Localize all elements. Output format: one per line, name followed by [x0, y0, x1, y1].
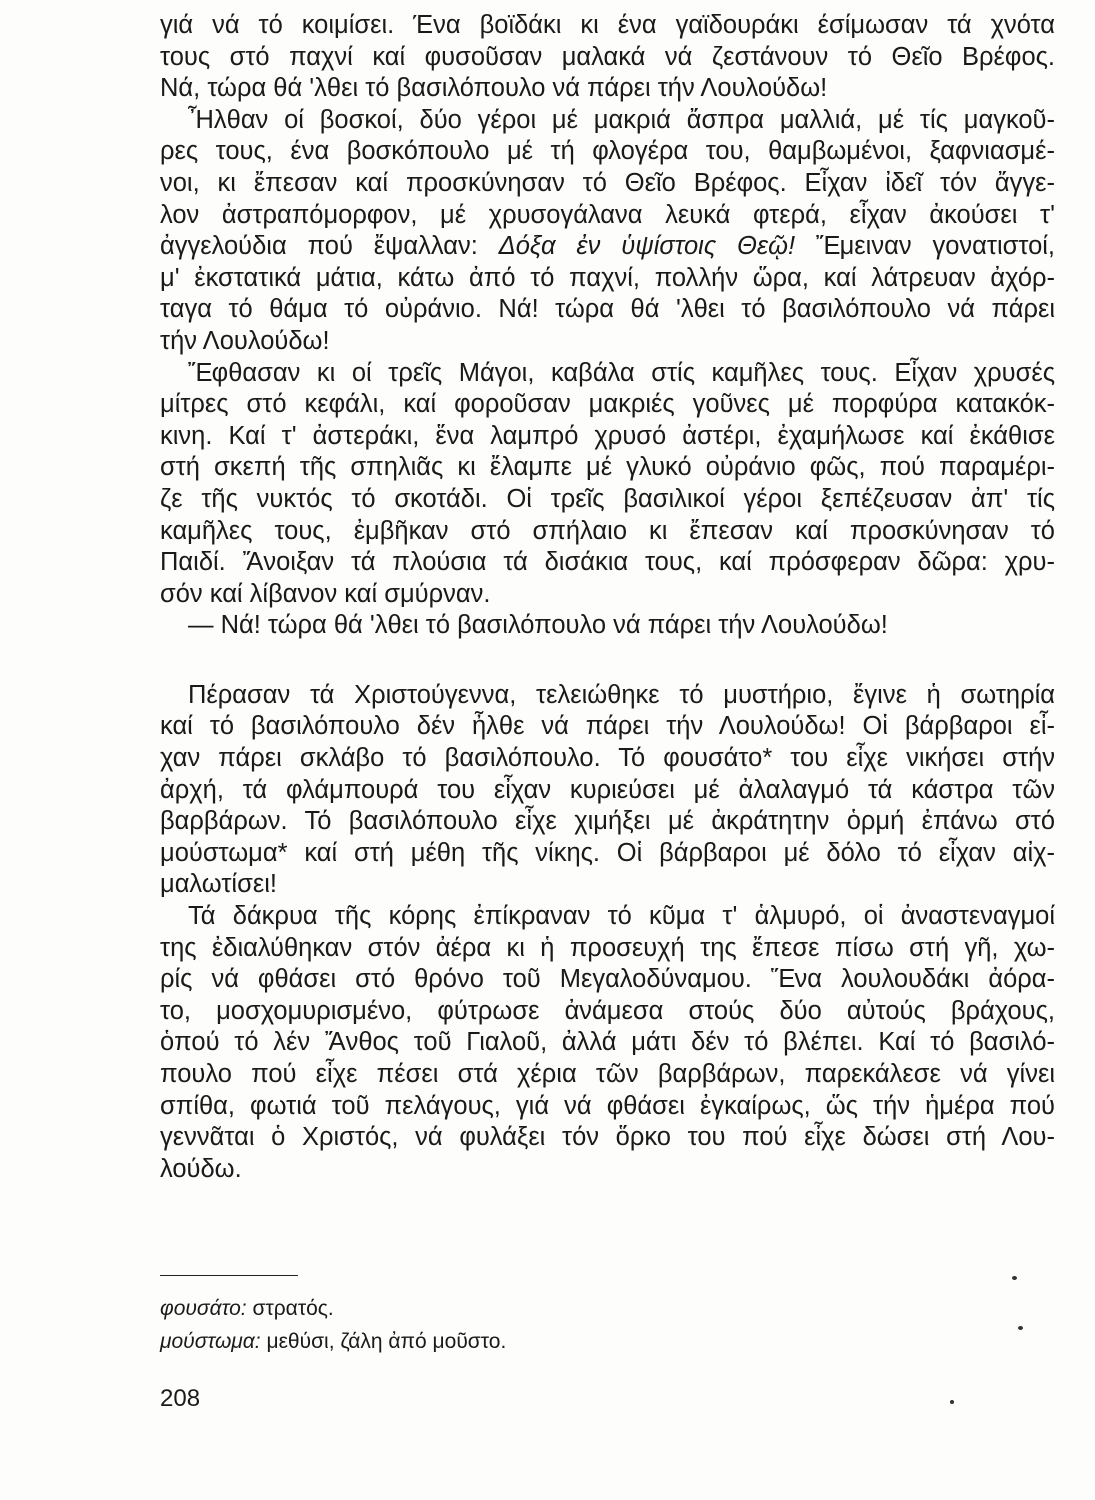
text-line: ὁπού τό λέν Ἄνθος τοῦ Γιαλοῦ, ἀλλά μάτι δέν τό βλέπει. Καί τό βασιλό-: [160, 1028, 1055, 1057]
footnote: [160, 1292, 506, 1325]
paragraph: [160, 358, 1055, 611]
text-line: στή σκεπή τῆς σπηλιᾶς κι ἔλαμπε μέ γλυκό οὐράνιο φῶς, πού παραμέρι-: [160, 453, 1055, 482]
text-line: ρίς νά φθάσει στό θρόνο τοῦ Μεγαλοδύναμου. Ἕνα λουλουδάκι ἀόρα-: [160, 965, 1055, 994]
text-line: κινη. Καί τ' ἀστεράκι, ἕνα λαμπρό χρυσό ἀστέρι, ἐχαμήλωσε καί ἐκάθισε: [160, 421, 1055, 450]
text-line: τους στό παχνί καί φυσοῦσαν μαλακά νά ζεστάνουν τό Θεῖο Βρέφος.: [160, 42, 1055, 71]
text-line: Παιδί. Ἄνοιξαν τά πλούσια τά δισάκια τους, καί πρόσφεραν δῶρα: χρυ-: [160, 548, 1055, 577]
text-line: καί τό βασιλόπουλο δέν ἦλθε νά πάρει τήν Λουλούδω! Οἱ βάρβαροι εἶ-: [160, 712, 1055, 741]
text-line: ζε τῆς νυκτός τό σκοτάδι. Οἱ τρεῖς βασιλικοί γέροι ξεπέζευσαν ἀπ' τίς: [160, 484, 1055, 513]
footnote-definition: στρατός.: [252, 1297, 334, 1320]
text-line: ρες τους, ένα βοσκόπουλο μέ τή φλογέρα του, θαμβωμένοι, ξαφνιασμέ-: [160, 137, 1055, 166]
paragraph: [160, 10, 1055, 105]
text-line: καμῆλες τους, ἐμβῆκαν στό σπήλαιο κι ἔπεσαν καί προσκύνησαν τό: [160, 516, 1055, 545]
page-body: [160, 10, 1055, 1185]
text-line: Ἦλθαν οί βοσκοί, δύο γέροι μέ μακριά ἄσπρα μαλλιά, μέ τίς μαγκοῦ-: [188, 105, 1055, 134]
text-line: — Νά! τώρα θά 'λθει τό βασιλόπουλο νά πάρει τήν Λουλούδω!: [188, 611, 888, 640]
text-line: βαρβάρων. Τό βασιλόπουλο εἶχε χιμήξει μέ ἀκράτητην ὁρμή ἐπάνω στό: [160, 807, 1055, 836]
text-line: Ἔφθασαν κι οί τρεῖς Μάγοι, καβάλα στίς καμῆλες τους. Εἶχαν χρυσές: [188, 358, 1055, 387]
text-line: πουλο πού εἶχε πέσει στά χέρια τῶν βαρβάρων, παρεκάλεσε νά γίνει: [160, 1060, 1055, 1088]
text-line: Νά, τώρα θά 'λθει τό βασιλόπουλο νά πάρει τήν Λουλούδω!: [160, 74, 828, 103]
text-line: τήν Λουλούδω!: [160, 326, 330, 355]
text-line: Πέρασαν τά Χριστούγεννα, τελειώθηκε τό μυστήριο, ἔγινε ἡ σωτηρία: [188, 680, 1055, 709]
text-line: σπίθα, φωτιά τοῦ πελάγους, γιά νά φθάσει ἐγκαίρως, ὥς τήν ἡμέρα πού: [160, 1091, 1055, 1120]
scan-speck: [1012, 1276, 1017, 1280]
footnote-term: φουσάτο:: [160, 1297, 247, 1320]
paragraph: [160, 680, 1055, 901]
footnotes: [160, 1292, 506, 1358]
page-number: 208: [160, 1385, 201, 1412]
italic-phrase: Δόξα ἐν ὑψίστοις Θεῷ!: [498, 232, 796, 261]
footnote-definition: μεθύσι, ζάλη ἀπό μοῦστο.: [266, 1330, 507, 1353]
text-line: χαν πάρει σκλάβο τό βασιλόπουλο. Τό φουσάτο* του εἶχε νικήσει στήν: [160, 744, 1055, 773]
section-gap: [160, 642, 1055, 680]
text-span: ἀγγελούδια πού ἔψαλλαν:: [160, 232, 499, 261]
footnote: [160, 1325, 506, 1358]
dialogue-paragraph: [160, 610, 1055, 642]
text-line: Τά δάκρυα τῆς κόρης ἐπίκραναν τό κῦμα τ' ἁλμυρό, οἱ ἀναστεναγμοί: [188, 902, 1055, 931]
text-line: ταγα τό θάμα τό οὐράνιο. Νά! τώρα θά 'λθει τό βασιλόπουλο νά πάρει: [160, 295, 1055, 324]
text-line: μούστωμα* καί στή μέθη τῆς νίκης. Οἱ βάρβαροι μέ δόλο τό εἶχαν αἰχ-: [160, 838, 1055, 867]
text-line: γιά νά τό κοιμίσει. Ένα βοϊδάκι κι ένα γαϊδουράκι έσίμωσαν τά χνότα: [160, 11, 1055, 39]
text-line: της ἐδιαλύθηκαν στόν ἀέρα κι ἡ προσευχή της ἔπεσε πίσω στή γῆ, χω-: [160, 933, 1055, 962]
paragraph: [160, 105, 1055, 358]
scan-speck: [1018, 1326, 1023, 1330]
text-line: το, μοσχομυρισμένο, φύτρωσε ἀνάμεσα στούς δύο αὐτούς βράχους,: [160, 996, 1055, 1025]
text-line: [160, 231, 1055, 263]
text-line: λούδω.: [160, 1154, 242, 1183]
text-line: μίτρες στό κεφάλι, καί φοροῦσαν μακριές γοῦνες μέ πορφύρα κατακόκ-: [160, 390, 1055, 419]
text-line: γεννᾶται ὁ Χριστός, νά φυλάξει τόν ὅρκο του πού εἶχε δώσει στή Λου-: [160, 1123, 1055, 1152]
paragraph: [160, 901, 1055, 1185]
text-line: σόν καί λίβανον καί σμύρναν.: [160, 579, 491, 608]
footnote-rule: [160, 1275, 298, 1276]
text-line: λον ἀστραπόμορφον, μέ χρυσογάλανα λευκά φτερά, εἶχαν ἀκούσει τ': [160, 200, 1055, 229]
text-span: Ἔμειναν γονατιστοί,: [795, 232, 1055, 261]
footnote-term: μούστωμα:: [160, 1330, 261, 1353]
text-line: μαλωτίσει!: [160, 870, 277, 899]
text-line: μ' ἐκστατικά μάτια, κάτω ἀπό τό παχνί, πολλήν ὥρα, καί λάτρευαν ἀχόρ-: [160, 263, 1055, 292]
text-line: νοι, κι ἔπεσαν καί προσκύνησαν τό Θεῖο Βρέφος. Εἶχαν ἰδεῖ τόν ἄγγε-: [160, 168, 1055, 197]
scan-speck: [950, 1400, 954, 1404]
text-line: ἀρχή, τά φλάμπουρά του εἶχαν κυριεύσει μέ ἀλαλαγμό τά κάστρα τῶν: [160, 775, 1055, 804]
